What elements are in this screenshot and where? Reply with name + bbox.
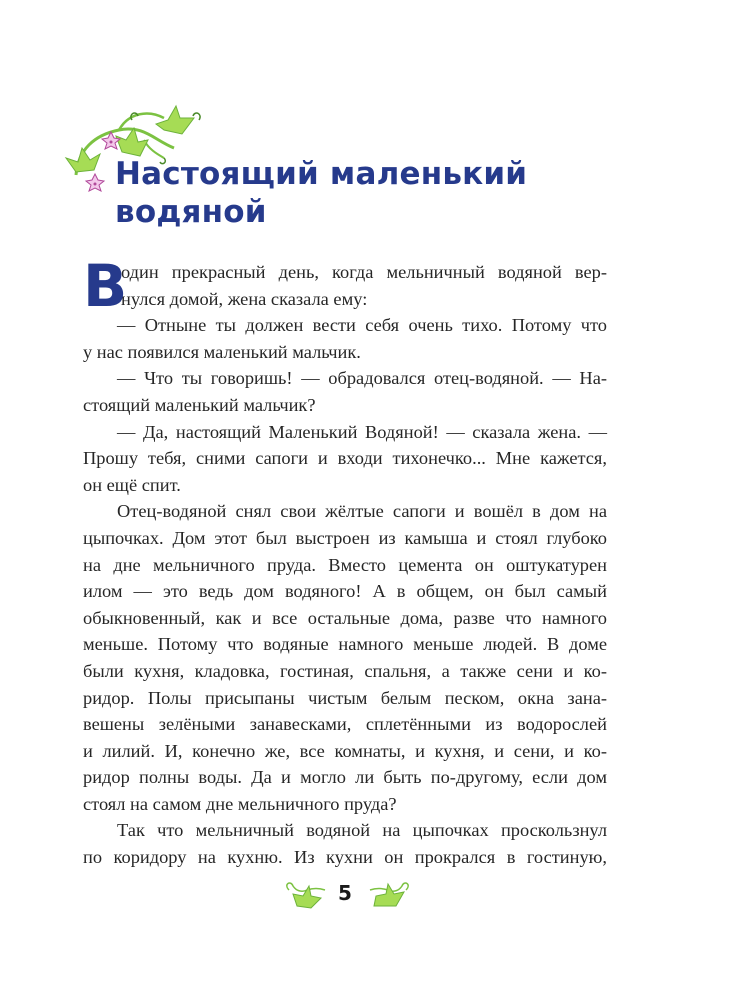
chapter-title-line: Настоящий маленький <box>115 156 528 192</box>
page-number: 5 <box>338 881 352 905</box>
text-line: вешены зелёными занавесками, сплетёнными из водорослей <box>83 714 607 735</box>
leaf-icon <box>366 880 412 910</box>
text-line: Так что мельничный водяной на цыпочках проскользнул <box>117 820 607 841</box>
text-line: меньше. Потому что водяные намного меньше людей. В доме <box>83 634 607 655</box>
leaf-icon <box>283 880 329 910</box>
text-line: илом — это ведь дом водяного! А в общем, он был самый <box>83 581 607 602</box>
text-line: — Что ты говоришь! — обрадовался отец-водяной. — На- <box>117 368 607 389</box>
body-text <box>83 252 607 871</box>
chapter-title <box>115 155 595 231</box>
text-line: он ещё спит. <box>83 474 181 495</box>
text-line: по коридору на кухню. Из кухни он прокрался в гостиную, <box>83 847 607 868</box>
text-line: Прошу тебя, сними сапоги и входи тихонечко... Мне кажется, <box>83 448 607 469</box>
text-line: обыкновенный, как и все остальные дома, разве что намного <box>83 607 607 628</box>
text-line: нулся домой, жена сказала ему: <box>121 288 368 309</box>
text-line: у нас появился маленький мальчик. <box>83 341 361 362</box>
text-line: — Да, настоящий Маленький Водяной! — сказала жена. — <box>117 421 607 442</box>
text-line: стоящий маленький мальчик? <box>83 394 316 415</box>
text-line: Отец-водяной снял свои жёлтые сапоги и вошёл в дом на <box>117 501 607 522</box>
text-line: цыпочках. Дом этот был выстроен из камыша и стоял глубоко <box>83 527 607 548</box>
text-line: — Отныне ты должен вести себя очень тихо. Потому что <box>117 315 607 336</box>
text-line: были кухня, кладовка, гостиная, спальня, а также сени и ко- <box>83 660 607 681</box>
text-line: ридор. Полы присыпаны чистым белым песком, окна зана- <box>83 687 607 708</box>
text-line: стоял на самом дне мельничного пруда? <box>83 793 397 814</box>
drop-cap: В <box>83 252 128 320</box>
chapter-title-line: водяной <box>115 194 267 230</box>
page-footer <box>0 876 742 916</box>
text-line: и лилий. И, конечно же, все комнаты, и кухня, и сени, и ко- <box>83 740 607 761</box>
text-line: ридор полны воды. Да и могло ли быть по-другому, если дом <box>83 767 607 788</box>
text-line: один прекрасный день, когда мельничный водяной вер- <box>121 262 607 282</box>
text-line: на дне мельничного пруда. Вместо цемента он оштукатурен <box>83 554 607 575</box>
